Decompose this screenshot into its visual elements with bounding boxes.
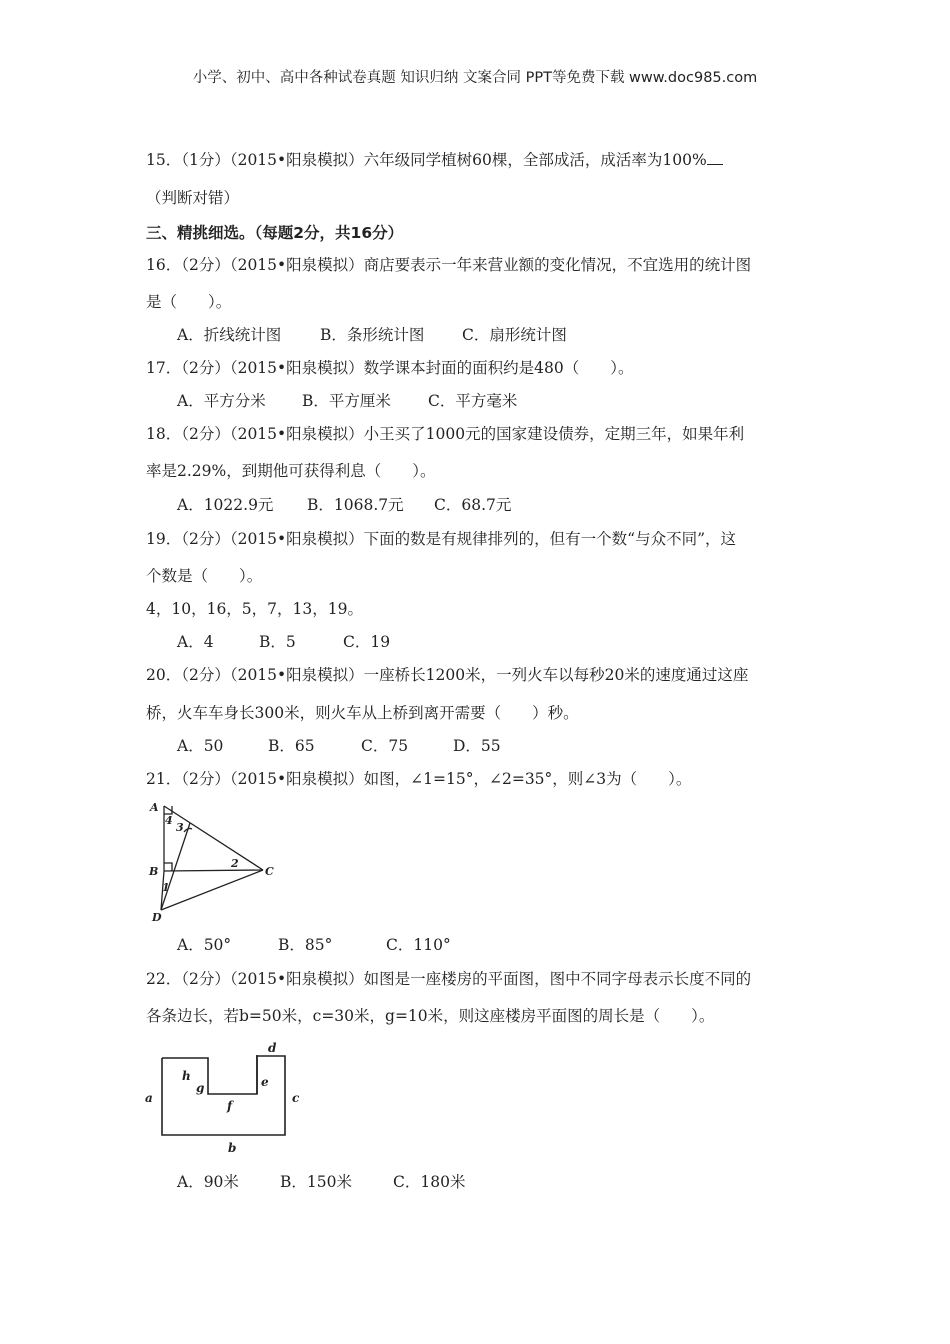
q19-line1: 19．（2分）（2015•阳泉模拟）下面的数是有规律排列的，但有一个数“与众不同”，这	[146, 530, 737, 548]
label-angle-4: 4	[165, 814, 173, 827]
section-three-heading: 三、精挑细选。（每题2分，共16分）	[146, 224, 404, 242]
label-f: f	[227, 1099, 233, 1113]
page-header: 小学、初中、高中各种试卷真题 知识归纳 文案合同 PPT等免费下载 www.doc985.com	[192, 70, 758, 86]
q20-option-b[interactable]: B．65	[268, 737, 315, 755]
label-angle-1: 1	[162, 881, 170, 894]
q20-line1: 20．（2分）（2015•阳泉模拟）一座桥长1200米，一列火车以每秒20米的速度通过这座	[146, 666, 749, 684]
q18-option-b[interactable]: B．1068.7元	[307, 496, 404, 514]
q21-line1: 21．（2分）（2015•阳泉模拟）如图，∠1=15°，∠2=35°，则∠3为（ ）。	[146, 770, 692, 788]
q21-option-a[interactable]: A．50°	[177, 936, 232, 954]
label-h: h	[182, 1069, 191, 1083]
q19-option-a[interactable]: A．4	[177, 633, 214, 651]
q20-option-a[interactable]: A．50	[177, 737, 224, 755]
segment-bc	[164, 870, 263, 871]
q21-option-c[interactable]: C．110°	[386, 936, 451, 954]
q16-option-c[interactable]: C．扇形统计图	[462, 326, 567, 344]
q15-line1: 15．（1分）（2015•阳泉模拟）六年级同学植树60棵，全部成活，成活率为100%	[146, 150, 723, 170]
segment-ac	[164, 806, 263, 870]
segment-d-to-ac	[161, 823, 190, 910]
label-a: a	[145, 1091, 153, 1105]
floor-plan-figure	[140, 1036, 310, 1161]
q18-option-c[interactable]: C．68.7元	[434, 496, 512, 514]
label-c: c	[292, 1091, 300, 1105]
floor-plan-outline	[162, 1055, 257, 1094]
label-angle-2: 2	[231, 857, 239, 870]
q16-option-b[interactable]: B．条形统计图	[320, 326, 425, 344]
q16-line1: 16．（2分）（2015•阳泉模拟）商店要表示一年来营业额的变化情况，不宜选用的统计图	[146, 256, 752, 274]
q16-option-a[interactable]: A．折线统计图	[177, 326, 282, 344]
label-c: C	[265, 865, 274, 878]
q22-option-b[interactable]: B．150米	[280, 1173, 352, 1191]
q20-line2: 桥，火车车身长300米，则火车从上桥到离开需要（ ）秒。	[146, 704, 579, 722]
q18-line2: 率是2.29%，到期他可获得利息（ ）。	[146, 462, 436, 480]
label-g: g	[196, 1081, 205, 1095]
label-angle-3: 3	[176, 821, 184, 834]
q17-option-a[interactable]: A．平方分米	[177, 392, 266, 410]
q19-option-b[interactable]: B．5	[259, 633, 296, 651]
triangle-figure	[140, 795, 290, 925]
q16-line2: 是（ ）。	[146, 293, 232, 311]
q18-option-a[interactable]: A．1022.9元	[177, 496, 274, 514]
label-d: d	[268, 1041, 277, 1055]
label-b: B	[149, 865, 159, 878]
q19-sequence: 4，10，16，5，7，13，19。	[146, 600, 363, 618]
q17-line1: 17．（2分）（2015•阳泉模拟）数学课本封面的面积约是480（ ）。	[146, 359, 634, 377]
q17-option-c[interactable]: C．平方毫米	[428, 392, 518, 410]
q19-option-c[interactable]: C．19	[343, 633, 391, 651]
q17-option-b[interactable]: B．平方厘米	[302, 392, 391, 410]
q19-line2: 个数是（ ）。	[146, 567, 263, 585]
q20-option-c[interactable]: C．75	[361, 737, 409, 755]
q22-line2: 各条边长，若b=50米，c=30米，g=10米，则这座楼房平面图的周长是（ ）。	[146, 1007, 715, 1025]
label-e: e	[261, 1075, 269, 1089]
q22-line1: 22．（2分）（2015•阳泉模拟）如图是一座楼房的平面图，图中不同字母表示长度不同的	[146, 970, 752, 988]
q15-line2: （判断对错）	[146, 189, 240, 207]
q21-option-b[interactable]: B．85°	[278, 936, 333, 954]
answer-blank[interactable]	[707, 150, 723, 165]
q22-option-a[interactable]: A．90米	[177, 1173, 239, 1191]
segment-dc	[161, 870, 263, 910]
q18-line1: 18．（2分）（2015•阳泉模拟）小王买了1000元的国家建设债券，定期三年，如果年利	[146, 425, 745, 443]
right-angle-mark-b	[164, 863, 172, 871]
label-d: D	[152, 911, 162, 924]
q22-option-c[interactable]: C．180米	[393, 1173, 466, 1191]
label-b: b	[228, 1141, 237, 1155]
label-a: A	[150, 801, 159, 814]
q20-option-d[interactable]: D．55	[453, 737, 501, 755]
